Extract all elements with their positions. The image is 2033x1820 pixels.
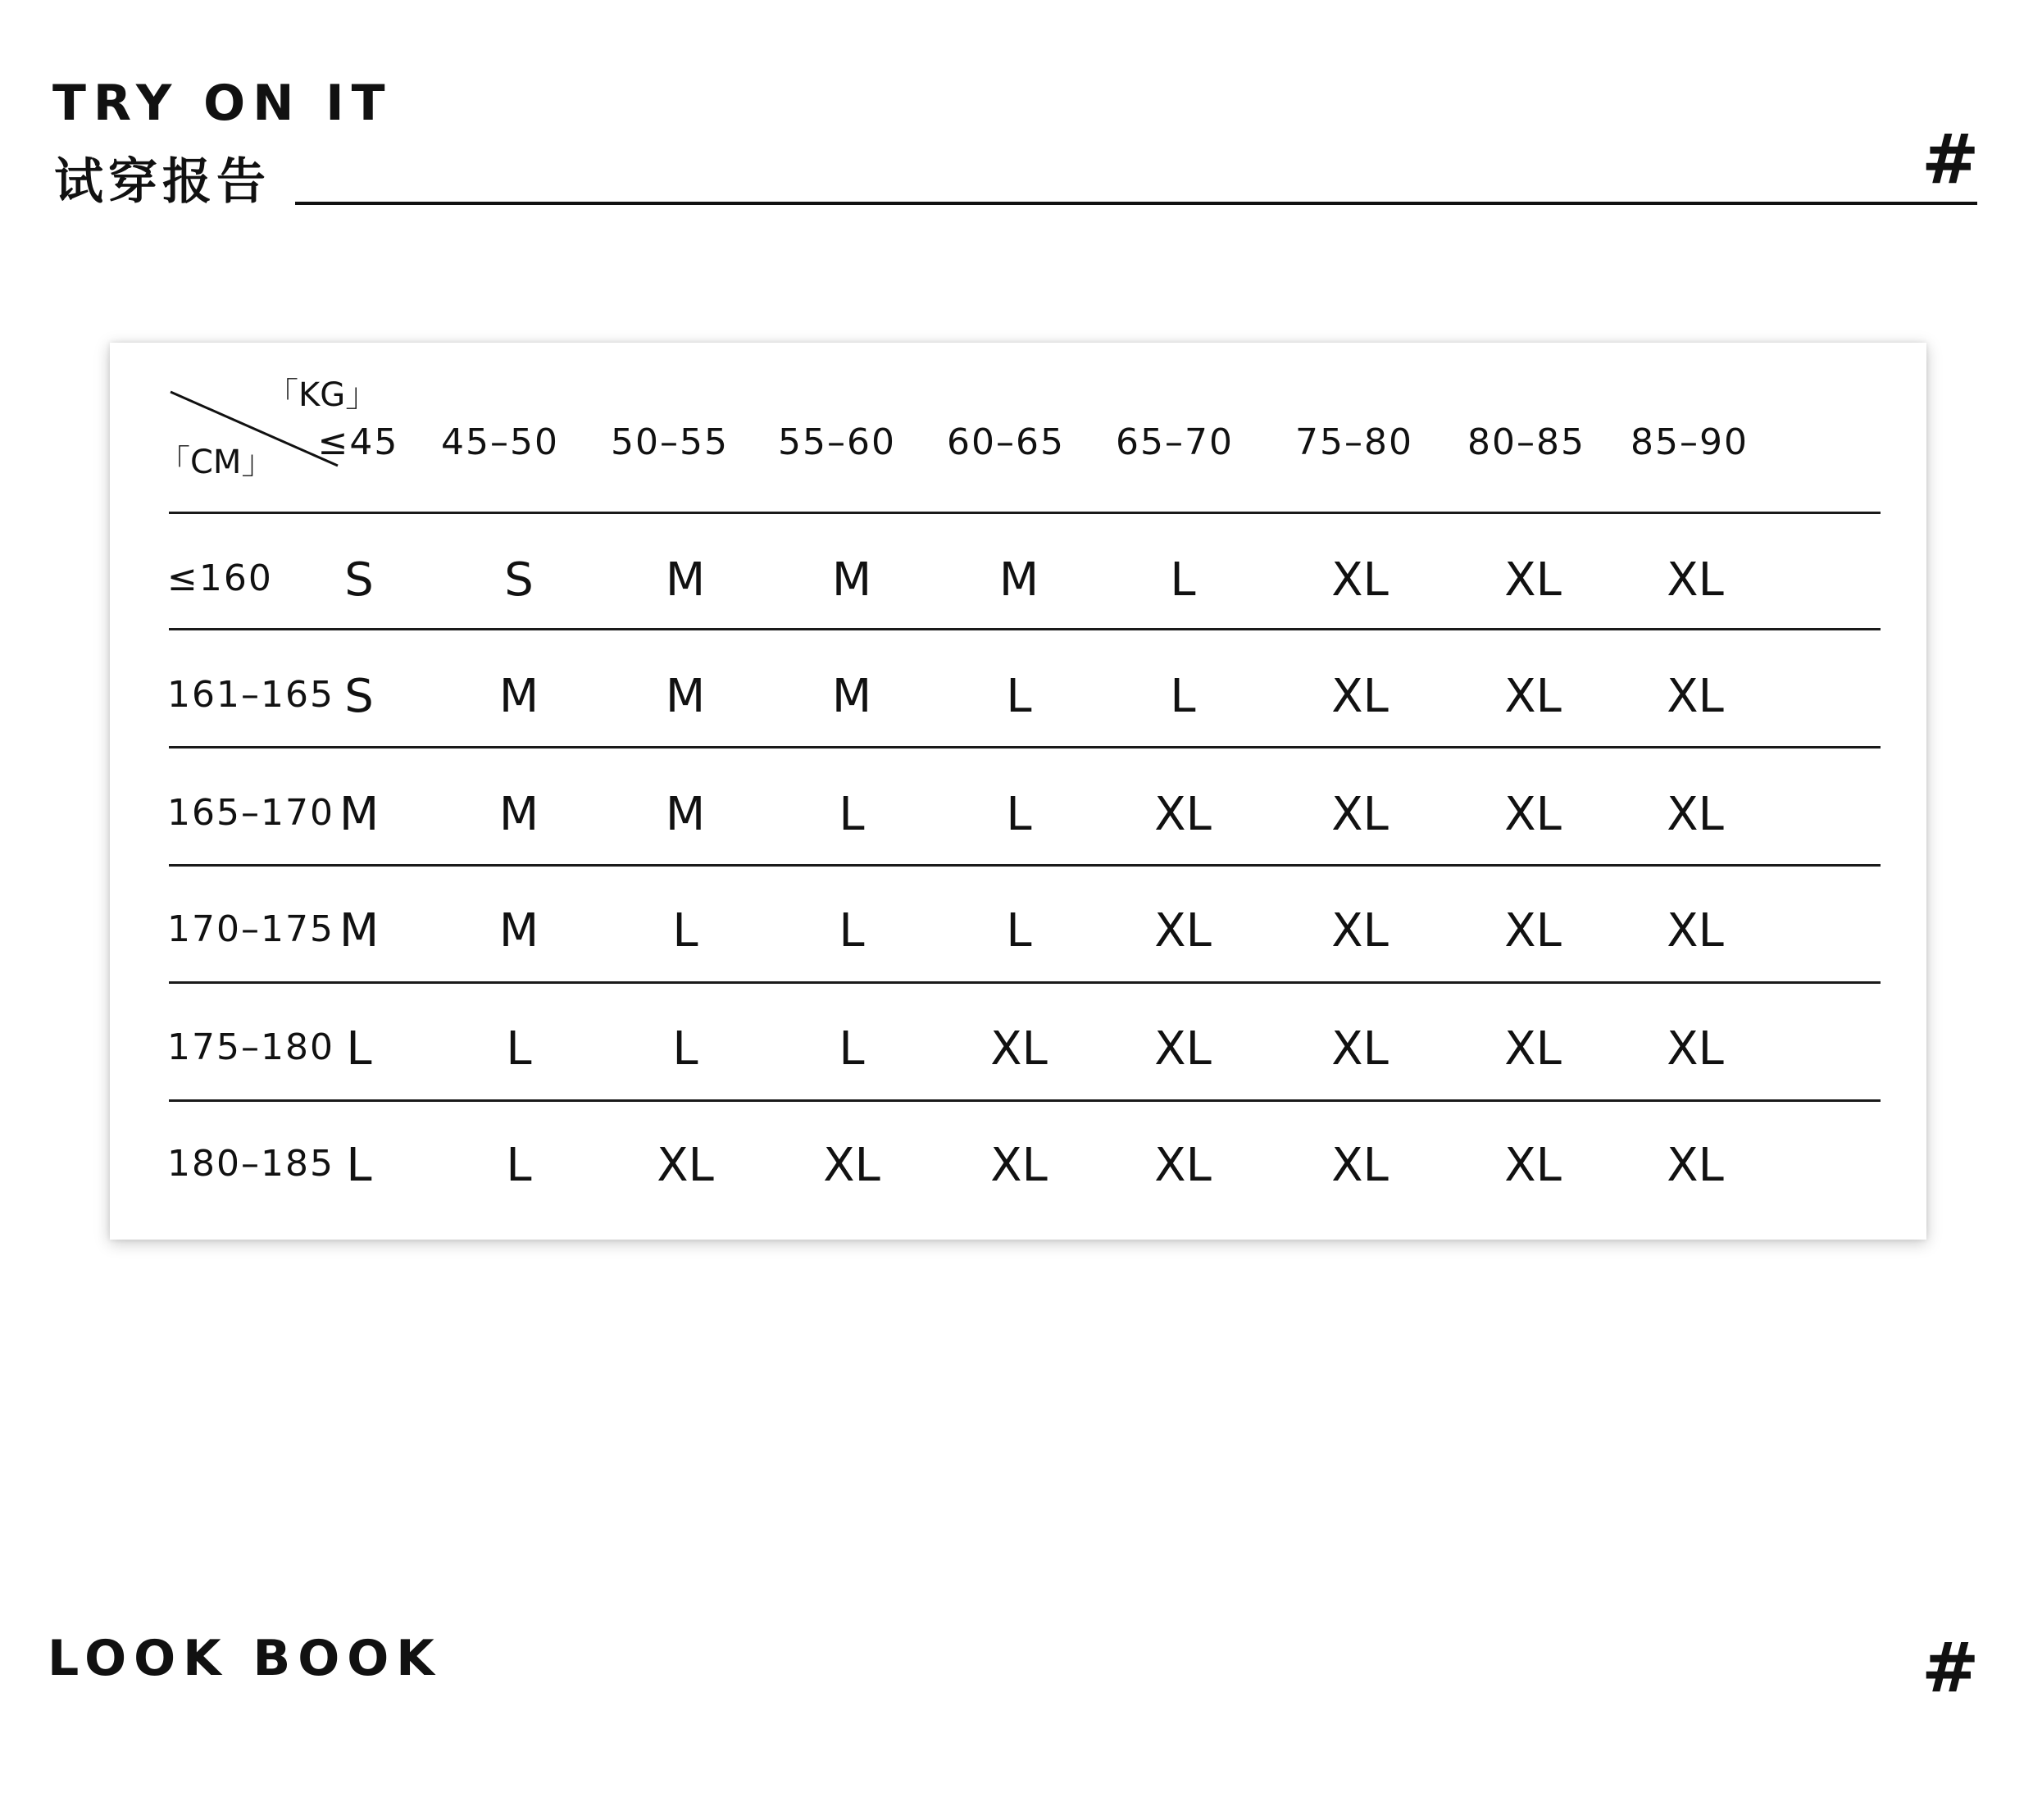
size-cell: XL <box>1331 553 1389 607</box>
size-cell: XL <box>1667 904 1724 958</box>
size-cell: XL <box>1331 1022 1389 1076</box>
size-cell: XL <box>1154 1139 1212 1192</box>
section-title-try-on-it: TRY ON IT <box>52 75 393 132</box>
size-cell: XL <box>1504 1022 1562 1076</box>
size-cell: L <box>672 1022 698 1076</box>
size-cell: XL <box>1504 904 1562 958</box>
weight-unit-label: 「KG」 <box>266 376 379 414</box>
height-range-label: 161–165 <box>167 674 334 716</box>
table-divider <box>169 512 1881 514</box>
size-cell: XL <box>1154 904 1212 958</box>
size-cell: XL <box>1667 788 1724 841</box>
size-cell: L <box>839 904 865 958</box>
weight-range-header: 55–60 <box>778 421 896 463</box>
weight-range-header: 65–70 <box>1116 421 1234 463</box>
size-cell: L <box>506 1022 532 1076</box>
size-cell: L <box>1170 670 1196 723</box>
size-cell: XL <box>990 1139 1048 1192</box>
size-cell: M <box>831 670 872 723</box>
size-cell: XL <box>1667 1022 1724 1076</box>
size-cell: XL <box>1667 553 1724 607</box>
weight-range-header: 50–55 <box>611 421 729 463</box>
weight-range-header: 75–80 <box>1295 421 1413 463</box>
size-cell: L <box>672 904 698 958</box>
size-cell: L <box>1006 904 1032 958</box>
size-cell: L <box>1170 553 1196 607</box>
weight-range-header: 80–85 <box>1467 421 1585 463</box>
size-cell: L <box>506 1139 532 1192</box>
height-range-label: 170–175 <box>167 908 334 950</box>
size-cell: XL <box>1331 904 1389 958</box>
size-cell: M <box>831 553 872 607</box>
size-cell: L <box>346 1139 372 1192</box>
hash-mark: # <box>1922 1627 1980 1708</box>
size-cell: S <box>504 553 534 607</box>
table-divider <box>169 746 1881 748</box>
size-cell: XL <box>1154 788 1212 841</box>
size-cell: XL <box>1504 1139 1562 1192</box>
size-cell: XL <box>1154 1022 1212 1076</box>
height-unit-label: 「CM」 <box>157 444 275 481</box>
size-cell: XL <box>1331 788 1389 841</box>
size-cell: XL <box>823 1139 880 1192</box>
size-cell: S <box>344 553 374 607</box>
size-cell: XL <box>1504 670 1562 723</box>
header-divider <box>295 202 1977 205</box>
size-cell: XL <box>657 1139 714 1192</box>
section-title-look-book: LOOK BOOK <box>48 1630 442 1687</box>
section-subtitle: 试穿报告 <box>54 153 271 211</box>
weight-range-header: 85–90 <box>1630 421 1749 463</box>
size-cell: XL <box>1504 788 1562 841</box>
table-divider <box>169 864 1881 867</box>
height-range-label: 165–170 <box>167 792 334 834</box>
table-divider <box>169 1099 1881 1102</box>
size-cell: M <box>339 904 380 958</box>
size-cell: M <box>665 553 706 607</box>
size-cell: M <box>998 553 1039 607</box>
size-cell: S <box>344 670 374 723</box>
hash-mark: # <box>1922 119 1980 199</box>
size-cell: XL <box>1667 1139 1724 1192</box>
weight-range-header: 45–50 <box>441 421 559 463</box>
size-cell: L <box>839 788 865 841</box>
size-cell: L <box>346 1022 372 1076</box>
size-cell: M <box>498 904 539 958</box>
table-divider <box>169 981 1881 984</box>
weight-range-header: 60–65 <box>947 421 1065 463</box>
size-chart-card <box>110 343 1926 1240</box>
size-cell: XL <box>990 1022 1048 1076</box>
size-cell: XL <box>1331 1139 1389 1192</box>
size-cell: L <box>839 1022 865 1076</box>
table-divider <box>169 628 1881 630</box>
size-cell: L <box>1006 670 1032 723</box>
weight-range-header: ≤45 <box>317 421 399 463</box>
size-cell: XL <box>1667 670 1724 723</box>
size-cell: XL <box>1331 670 1389 723</box>
size-cell: M <box>498 788 539 841</box>
size-cell: M <box>498 670 539 723</box>
height-range-label: 180–185 <box>167 1143 334 1185</box>
size-cell: M <box>665 670 706 723</box>
height-range-label: 175–180 <box>167 1026 334 1068</box>
size-cell: XL <box>1504 553 1562 607</box>
size-cell: M <box>339 788 380 841</box>
height-range-label: ≤160 <box>167 557 273 599</box>
size-cell: L <box>1006 788 1032 841</box>
size-cell: M <box>665 788 706 841</box>
